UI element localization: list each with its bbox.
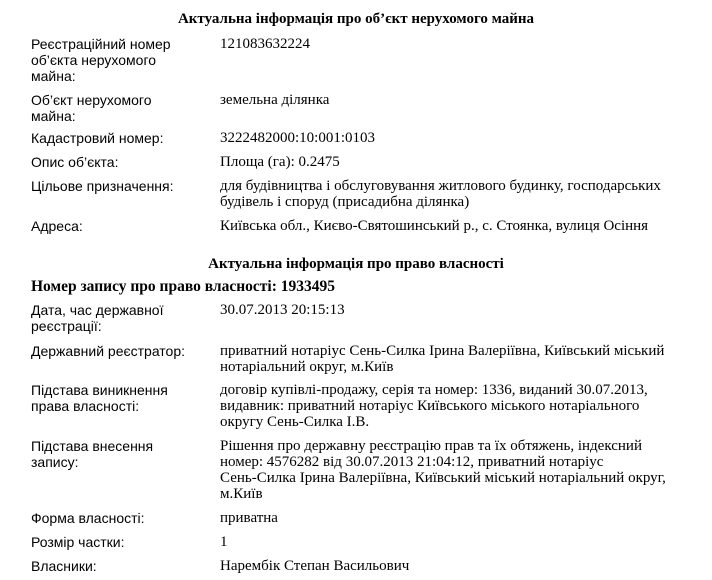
label-ownership-form: Форма власності:	[31, 510, 145, 526]
label-purpose: Цільове призначення:	[31, 178, 174, 194]
value-state-registrar: приватний нотаріус Сень-Силка Ірина Валеріївна, Київський міський нотаріальний округ, м.Київ	[220, 343, 665, 375]
label-share-size: Розмір частки:	[31, 534, 125, 550]
value-property-object: земельна ділянка	[220, 92, 330, 108]
value-purpose: для будівництва і обслуговування житлового будинку, господарських будівель і споруд (присадибна ділянка)	[220, 178, 661, 210]
value-address: Київська обл., Києво-Святошинський р., с. Стоянка, вулиця Осіння	[220, 218, 649, 234]
label-property-object: Об’єкт нерухомого майна:	[31, 92, 152, 124]
value-object-description: Площа (га): 0.2475	[220, 154, 340, 170]
value-registration-datetime: 30.07.2013 20:15:13	[220, 302, 345, 318]
label-ownership-basis: Підстава виникнення права власності:	[31, 382, 168, 414]
label-registration-datetime: Дата, час державної реєстрації:	[31, 302, 164, 334]
label-registration-number: Реєстраційний номер об’єкта нерухомого майна:	[31, 36, 171, 84]
ownership-record-number: Номер запису про право власності: 1933495	[31, 278, 336, 295]
value-registration-number: 121083632224	[220, 36, 310, 52]
section2-title: Актуальна інформація про право власності	[208, 256, 504, 272]
label-owners: Власники:	[31, 558, 97, 574]
label-address: Адреса:	[31, 218, 83, 234]
label-entry-basis: Підстава внесення запису:	[31, 438, 154, 470]
label-state-registrar: Державний реєстратор:	[31, 343, 186, 359]
value-ownership-basis: договір купівлі-продажу, серія та номер: 1336, виданий 30.07.2013, видавник: приватний нотаріус Київського міського нотаріального округу Сень-Силка І.В.	[220, 382, 648, 430]
label-cadastral-number: Кадастровий номер:	[31, 130, 164, 146]
section1-title: Актуальна інформація про об’єкт нерухомого майна	[177, 11, 535, 27]
value-ownership-form: приватна	[220, 510, 278, 526]
value-cadastral-number: 3222482000:10:001:0103	[220, 130, 376, 146]
value-owners: Нарембік Степан Васильович	[220, 558, 410, 574]
label-object-description: Опис об’єкта:	[31, 154, 119, 170]
value-entry-basis: Рішення про державну реєстрацію прав та їх обтяжень, індексний номер: 4576282 від 30.07.2013 21:04:12, приватний нотаріус Сень-Силка Ірина Валеріївна, Київський міський нотаріальний округ, м.Київ	[220, 438, 666, 502]
value-share-size: 1	[220, 534, 228, 550]
